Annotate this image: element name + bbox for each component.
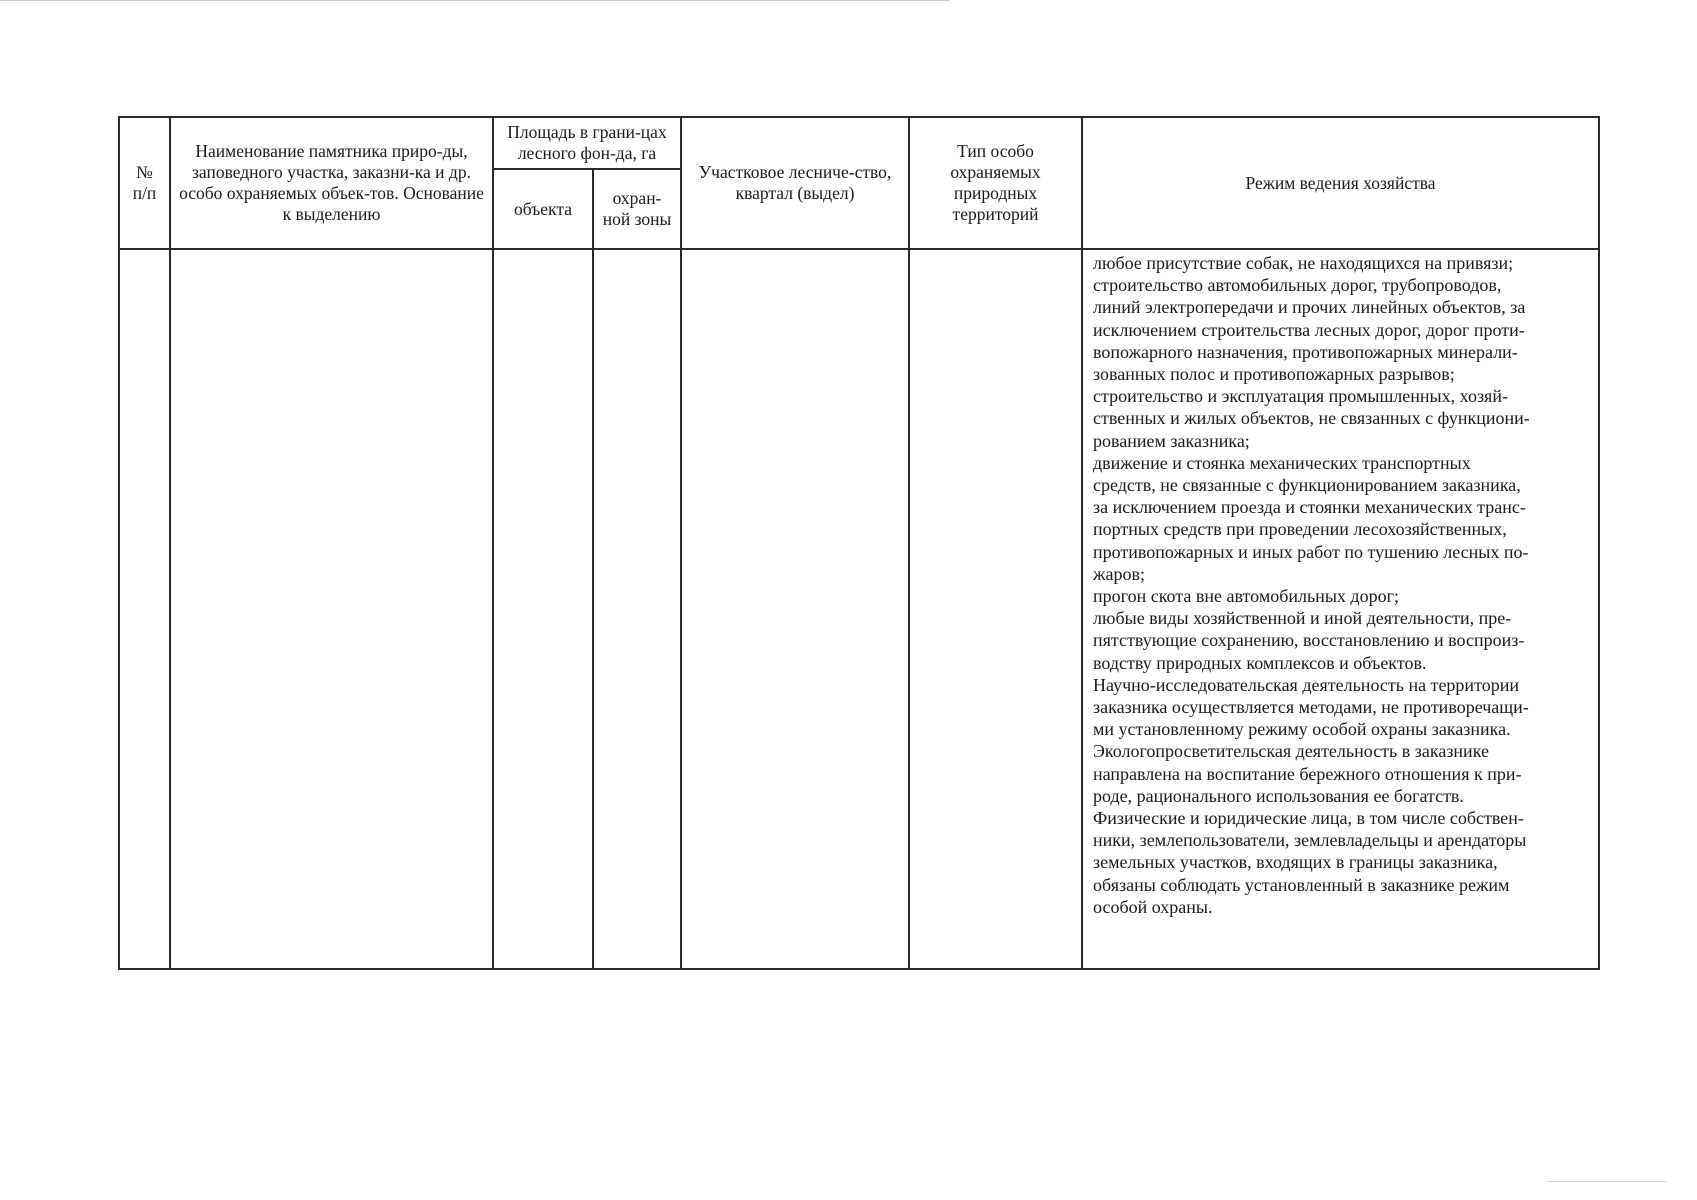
header-row-top [119,117,1599,169]
regime-line: любые виды хозяйственной и иной деятельности, пре- [1093,608,1512,629]
regime-line: рованием заказника; [1093,430,1250,451]
regime-line: ми установленному режиму особой охраны заказника. [1093,719,1511,740]
regime-line: портных средств при проведении лесохозяйственных, [1093,519,1507,540]
cell-type [909,249,1082,969]
scan-edge-bottom [1547,1181,1667,1182]
table-row [119,249,1599,969]
regime-line: ственных и жилых объектов, не связанных с функциони- [1093,408,1530,429]
header-area-object: объекта [493,169,593,249]
regime-line: Физические и юридические лица, в том числе собствен- [1093,808,1524,829]
protected-areas-table [118,116,1600,970]
regime-line: движение и стоянка механических транспортных [1093,452,1471,473]
regime-line: Научно-исследовательская деятельность на территории [1093,674,1519,695]
table-body [119,249,1599,969]
regime-line: зованных полос и противопожарных разрывов; [1093,364,1455,385]
header-area: Площадь в грани-цах лесного фон-да, га [493,117,681,169]
regime-line: Экологопросветительская деятельность в заказнике [1093,741,1489,762]
cell-num [119,249,170,969]
header-num: № п/п [119,117,170,249]
regime-line: прогон скота вне автомобильных дорог; [1093,586,1399,607]
regime-line: пятствующие сохранению, восстановлению и воспроиз- [1093,630,1525,651]
header-forestry: Участковое лесниче-ство, квартал (выдел) [681,117,909,249]
regime-line: заказника осуществляется методами, не противоречащи- [1093,697,1529,718]
cell-area-zone [593,249,681,969]
regime-line: водству природных комплексов и объектов. [1093,652,1427,673]
header-regime: Режим ведения хозяйства [1082,117,1599,249]
cell-area-object [493,249,593,969]
cell-name [170,249,493,969]
regime-line: противопожарных и иных работ по тушению лесных по- [1093,541,1529,562]
regime-line: любое присутствие собак, не находящихся на привязи; [1093,253,1514,273]
regime-line: строительство автомобильных дорог, трубопроводов, [1093,275,1502,296]
regime-line: направлена на воспитание бережного отношения к при- [1093,763,1522,784]
regime-line: жаров; [1093,563,1145,584]
header-type: Тип особо охраняемых природных территорий [909,117,1082,249]
regime-line: особой охраны. [1093,896,1213,917]
table-header [119,117,1599,249]
scan-edge-top [0,0,950,1]
regime-line: исключением строительства лесных дорог, дорог проти- [1093,319,1525,340]
regime-line: линий электропередачи и прочих линейных объектов, за [1093,297,1526,318]
regime-line: обязаны соблюдать установленный в заказнике режим [1093,874,1510,895]
regime-line: роде, рационального использования ее богатств. [1093,785,1464,806]
regime-line: ники, землепользователи, землевладельцы и арендаторы [1093,830,1527,851]
header-name: Наименование памятника приро-ды, заповедного участка, заказни-ка и др. особо охраняемых объек-тов. Основание к выделению [170,117,493,249]
regime-line: за исключением проезда и стоянки механических транс- [1093,497,1526,518]
regime-line: земельных участков, входящих в границы заказника, [1093,852,1498,873]
cell-regime [1082,249,1599,969]
regime-line: вопожарного назначения, противопожарных минерали- [1093,341,1518,362]
regime-line: строительство и эксплуатация промышленных, хозяй- [1093,386,1508,407]
regime-line: средств, не связанные с функционированием заказника, [1093,475,1521,496]
cell-forestry [681,249,909,969]
header-area-zone: охран-ной зоны [593,169,681,249]
